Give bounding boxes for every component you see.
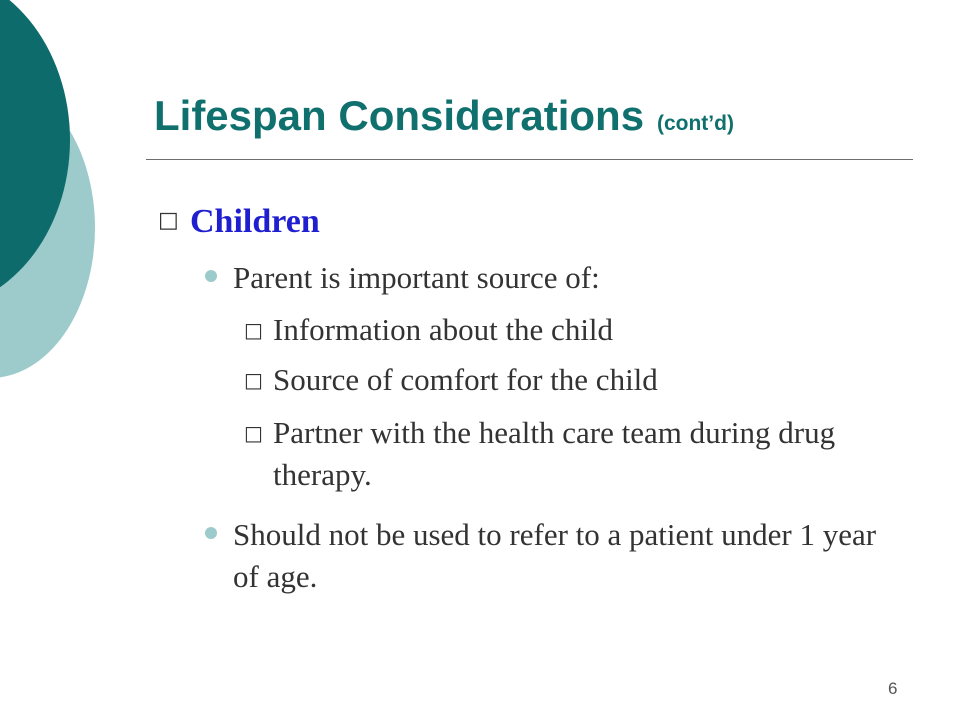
hollow-square-bullet-icon: □ [158,208,179,233]
slide-title-main: Lifespan Considerations [154,92,645,139]
slide-title-suffix: (cont’d) [656,112,734,135]
list-item [205,514,905,598]
sub-list-item [244,412,854,496]
page-number: 6 [888,679,898,698]
bullet-dot-icon [205,527,217,539]
hollow-square-bullet-icon: □ [244,421,263,445]
sub-list-item [244,309,854,351]
bullet-heading-children: Children [190,203,320,240]
sub-list-item-text: Partner with the health care team during drug therapy. [273,415,836,492]
bullet-dot-icon [205,270,217,282]
title-divider [146,159,913,160]
list-item-text: Parent is important source of: [233,260,600,295]
hollow-square-bullet-icon: □ [244,368,263,392]
slide-title [154,92,734,140]
list-item [205,257,905,299]
sub-list-item [244,359,854,401]
list-item-text: Should not be used to refer to a patient under 1 year of age. [233,517,877,594]
bullet-heading-row [158,200,320,244]
sub-list-item-text: Information about the child [273,312,614,347]
hollow-square-bullet-icon: □ [244,318,263,342]
sub-list-item-text: Source of comfort for the child [273,362,658,397]
